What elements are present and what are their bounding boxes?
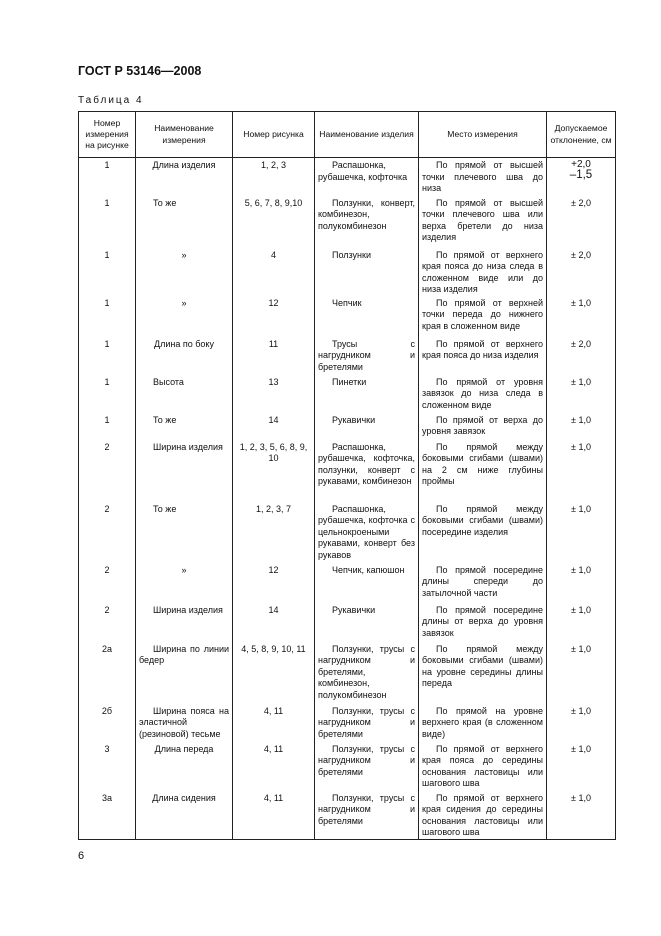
cell-figure: 12 [233,563,315,603]
cell-name: Ширина изделия [136,440,233,502]
cell-figure: 14 [233,413,315,440]
cell-name: То же [136,196,233,248]
cell-tolerance: ± 1,0 [547,704,616,742]
document-header: ГОСТ Р 53146—2008 [78,64,202,78]
cell-item: Ползунки, трусы с нагрудником и бретелями, комбинезон, полукомбинезон [315,642,419,704]
cell-tolerance: ± 1,0 [547,502,616,563]
cell-name: То же [136,413,233,440]
cell-number: 1 [79,413,136,440]
cell-tolerance: ± 1,0 [547,413,616,440]
cell-number: 1 [79,158,136,196]
cell-place: По прямой от верхнего края сидения до середины основания ластовицы или шагового шва [419,791,547,840]
cell-item: Распашонка, рубашечка, кофточка [315,158,419,196]
cell-item: Ползунки, трусы с нагрудником и бретелями [315,791,419,840]
cell-tolerance: ± 1,0 [547,791,616,840]
table-header-row [79,112,616,158]
cell-item: Рукавички [315,603,419,642]
cell-item: Ползунки, трусы с нагрудником и бретелями [315,742,419,791]
table-row [79,563,616,603]
table-row [79,158,616,196]
cell-number: 1 [79,337,136,375]
cell-number: 2 [79,563,136,603]
cell-tolerance: ± 1,0 [547,296,616,337]
cell-item: Чепчик, капюшон [315,563,419,603]
cell-place: По прямой посередине длины от верха до уровня завязок [419,603,547,642]
cell-number: 2б [79,704,136,742]
cell-item: Чепчик [315,296,419,337]
cell-name: Ширина изделия [136,603,233,642]
cell-number: 3а [79,791,136,840]
cell-figure: 1, 2, 3 [233,158,315,196]
cell-figure: 4 [233,248,315,296]
column-header: Номер рисунка [233,112,315,158]
cell-item: Пинетки [315,375,419,413]
cell-number: 2 [79,603,136,642]
cell-place: По прямой от высшей точки плечевого шва или верха бретели до низа изделия [419,196,547,248]
cell-tolerance: ± 1,0 [547,642,616,704]
table-row [79,375,616,413]
table-row [79,413,616,440]
cell-tolerance: ± 2,0 [547,196,616,248]
measurements-table [78,111,616,840]
cell-place: По прямой между боковыми сгибами (швами) посередине изделия [419,502,547,563]
cell-figure: 4, 11 [233,791,315,840]
column-header: Допускаемое отклонение, см [547,112,616,158]
table-row [79,296,616,337]
cell-number: 2 [79,502,136,563]
cell-name: Длина по боку [136,337,233,375]
cell-item: Рукавички [315,413,419,440]
cell-tolerance: ± 1,0 [547,742,616,791]
page-number: 6 [78,850,85,862]
table-row [79,742,616,791]
table-row [79,440,616,502]
cell-number: 1 [79,196,136,248]
cell-number: 1 [79,296,136,337]
cell-name: Длина изделия [136,158,233,196]
cell-number: 1 [79,248,136,296]
cell-tolerance: ± 2,0 [547,337,616,375]
table-row [79,642,616,704]
cell-figure: 4, 11 [233,704,315,742]
cell-place: По прямой посередине длины спереди до затылочной части [419,563,547,603]
cell-figure: 4, 5, 8, 9, 10, 11 [233,642,315,704]
cell-place: По прямой от уровня завязок до низа следа в сложенном виде [419,375,547,413]
cell-figure: 12 [233,296,315,337]
cell-name: Ширина пояса на эластичной (резиновой) тесьме [136,704,233,742]
cell-name: То же [136,502,233,563]
column-header: Номер измерения на рисунке [79,112,136,158]
cell-place: По прямой от верхнего края пояса до середины основания ластовицы или шагового шва [419,742,547,791]
cell-name: » [136,248,233,296]
column-header: Наименование измерения [136,112,233,158]
cell-item: Ползунки, трусы с нагрудником и бретелями [315,704,419,742]
cell-tolerance: ± 1,0 [547,563,616,603]
cell-place: По прямой от высшей точки плечевого шва до низа [419,158,547,196]
cell-name: Длина переда [136,742,233,791]
cell-figure: 5, 6, 7, 8, 9,10 [233,196,315,248]
cell-figure: 4, 11 [233,742,315,791]
tolerance-minus: –1,5 [569,169,593,181]
cell-number: 3 [79,742,136,791]
table-row [79,248,616,296]
table-row [79,337,616,375]
cell-figure: 14 [233,603,315,642]
column-header: Место измерения [419,112,547,158]
cell-figure: 13 [233,375,315,413]
cell-item: Ползунки, конверт, комбинезон, полукомбинезон [315,196,419,248]
cell-name: » [136,296,233,337]
cell-figure: 1, 2, 3, 5, 6, 8, 9, 10 [233,440,315,502]
tolerance-plus: +2,0 [571,159,591,170]
cell-name: Высота [136,375,233,413]
table-row [79,196,616,248]
cell-item: Распашонка, рубашечка, кофточка с цельнокроеными рукавами, конверт без рукавов [315,502,419,563]
table-row [79,603,616,642]
table-row [79,704,616,742]
table-caption: Таблица 4 [78,95,144,106]
cell-place: По прямой между боковыми сгибами (швами) на уровне середины длины переда [419,642,547,704]
cell-place: По прямой между боковыми сгибами (швами) на 2 см ниже глубины проймы [419,440,547,502]
cell-number: 2а [79,642,136,704]
cell-item: Ползунки [315,248,419,296]
cell-place: По прямой от верхней точки переда до нижнего края в сложенном виде [419,296,547,337]
cell-item: Распашонка, рубашечка, кофточка, ползунки, конверт с рукавами, комбинезон [315,440,419,502]
cell-figure: 1, 2, 3, 7 [233,502,315,563]
table-row [79,502,616,563]
cell-tolerance: ± 1,0 [547,603,616,642]
cell-name: » [136,563,233,603]
cell-tolerance: ± 2,0 [547,248,616,296]
cell-item: Трусы с нагрудником и бретелями [315,337,419,375]
cell-name: Ширина по линии бедер [136,642,233,704]
cell-place: По прямой на уровне верхнего края (в сложенном виде) [419,704,547,742]
cell-figure: 11 [233,337,315,375]
cell-tolerance: ± 1,0 [547,440,616,502]
cell-place: По прямой от верха до уровня завязок [419,413,547,440]
cell-tolerance [547,158,616,196]
table-row [79,791,616,840]
cell-number: 2 [79,440,136,502]
cell-name: Длина сидения [136,791,233,840]
column-header: Наименование изделия [315,112,419,158]
cell-place: По прямой от верхнего края пояса до низа следа в сложенном виде или до низа изделия [419,248,547,296]
cell-tolerance: ± 1,0 [547,375,616,413]
cell-place: По прямой от верхнего края пояса до низа изделия [419,337,547,375]
cell-number: 1 [79,375,136,413]
